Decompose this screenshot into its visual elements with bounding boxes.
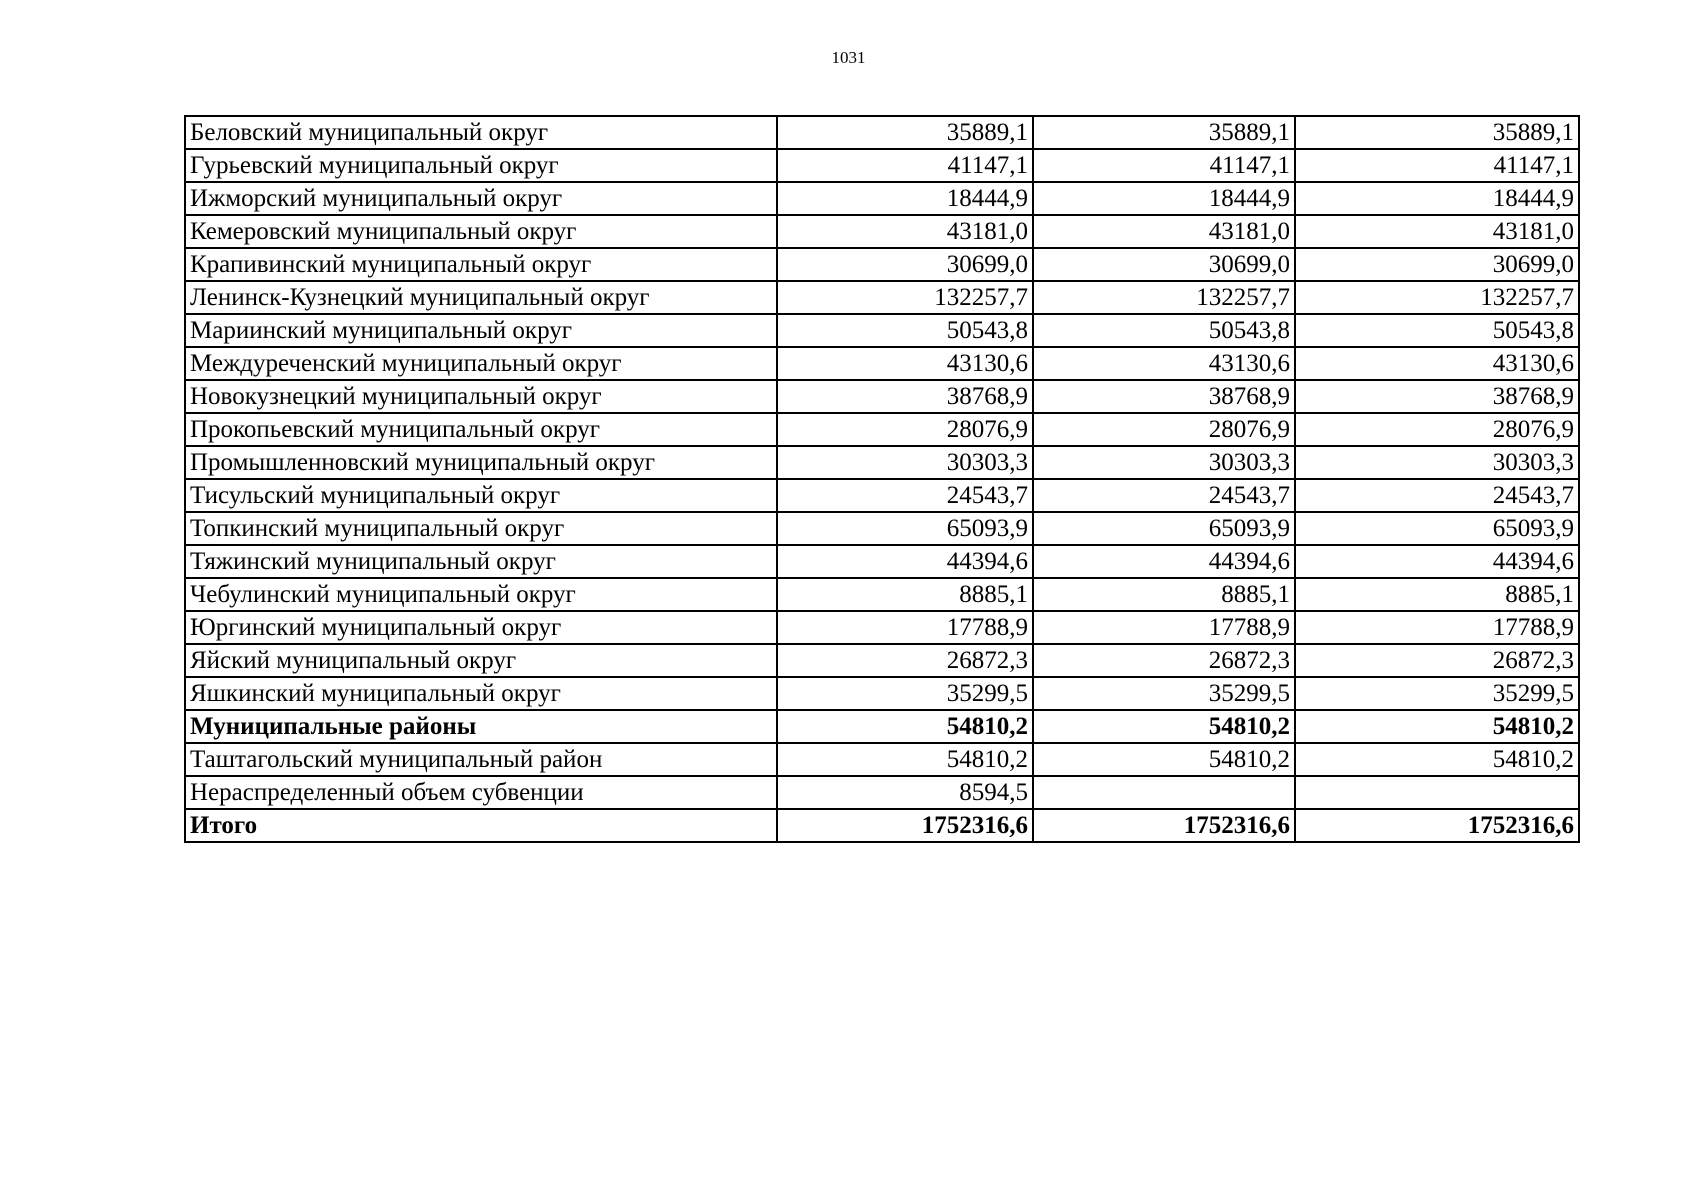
table-row: [185, 644, 1579, 677]
row-name-cell: Ленинск-Кузнецкий муниципальный округ: [185, 281, 777, 314]
value-cell-3: 43130,6: [1295, 347, 1579, 380]
row-name-cell: Тисульский муниципальный округ: [185, 479, 777, 512]
row-name-cell: Таштагольский муниципальный район: [185, 743, 777, 776]
row-name-cell: Промышленновский муниципальный округ: [185, 446, 777, 479]
value-cell-1: 54810,2: [777, 743, 1033, 776]
value-cell-1: 1752316,6: [777, 809, 1033, 842]
row-name-cell: Гурьевский муниципальный округ: [185, 149, 777, 182]
value-cell-1: 50543,8: [777, 314, 1033, 347]
row-name-cell: Чебулинский муниципальный округ: [185, 578, 777, 611]
table-row: [185, 215, 1579, 248]
value-cell-1: 41147,1: [777, 149, 1033, 182]
table-row: [185, 677, 1579, 710]
table-row: [185, 776, 1579, 809]
value-cell-2: 18444,9: [1033, 182, 1295, 215]
value-cell-3: 65093,9: [1295, 512, 1579, 545]
value-cell-3: 17788,9: [1295, 611, 1579, 644]
value-cell-3: 50543,8: [1295, 314, 1579, 347]
table-row: [185, 347, 1579, 380]
table-row: [185, 446, 1579, 479]
row-name-cell: Тяжинский муниципальный округ: [185, 545, 777, 578]
table-row: [185, 281, 1579, 314]
value-cell-3: 41147,1: [1295, 149, 1579, 182]
row-name-cell: Кемеровский муниципальный округ: [185, 215, 777, 248]
table-row: [185, 182, 1579, 215]
value-cell-2: [1033, 776, 1295, 809]
value-cell-1: 38768,9: [777, 380, 1033, 413]
value-cell-3: 18444,9: [1295, 182, 1579, 215]
row-name-cell: Муниципальные районы: [185, 710, 777, 743]
value-cell-2: 65093,9: [1033, 512, 1295, 545]
value-cell-3: 43181,0: [1295, 215, 1579, 248]
table-row: [185, 743, 1579, 776]
value-cell-1: 30699,0: [777, 248, 1033, 281]
value-cell-1: 65093,9: [777, 512, 1033, 545]
table-row: [185, 710, 1579, 743]
value-cell-2: 35889,1: [1033, 116, 1295, 149]
row-name-cell: Крапивинский муниципальный округ: [185, 248, 777, 281]
value-cell-3: 26872,3: [1295, 644, 1579, 677]
value-cell-3: 54810,2: [1295, 710, 1579, 743]
table-row: [185, 248, 1579, 281]
value-cell-3: 8885,1: [1295, 578, 1579, 611]
value-cell-2: 24543,7: [1033, 479, 1295, 512]
value-cell-2: 26872,3: [1033, 644, 1295, 677]
row-name-cell: Прокопьевский муниципальный округ: [185, 413, 777, 446]
value-cell-1: 43181,0: [777, 215, 1033, 248]
value-cell-2: 50543,8: [1033, 314, 1295, 347]
subvention-table: [184, 115, 1580, 843]
value-cell-1: 35889,1: [777, 116, 1033, 149]
row-name-cell: Новокузнецкий муниципальный округ: [185, 380, 777, 413]
value-cell-3: 35889,1: [1295, 116, 1579, 149]
table-row: [185, 512, 1579, 545]
table-row: [185, 611, 1579, 644]
table-body: [185, 116, 1579, 842]
value-cell-2: 43130,6: [1033, 347, 1295, 380]
row-name-cell: Нераспределенный объем субвенции: [185, 776, 777, 809]
value-cell-1: 132257,7: [777, 281, 1033, 314]
value-cell-1: 8885,1: [777, 578, 1033, 611]
table-row: [185, 809, 1579, 842]
value-cell-2: 38768,9: [1033, 380, 1295, 413]
table-row: [185, 149, 1579, 182]
row-name-cell: Мариинский муниципальный округ: [185, 314, 777, 347]
value-cell-1: 8594,5: [777, 776, 1033, 809]
value-cell-2: 41147,1: [1033, 149, 1295, 182]
value-cell-2: 17788,9: [1033, 611, 1295, 644]
value-cell-2: 35299,5: [1033, 677, 1295, 710]
value-cell-1: 24543,7: [777, 479, 1033, 512]
value-cell-3: 54810,2: [1295, 743, 1579, 776]
table-row: [185, 116, 1579, 149]
row-name-cell: Междуреченский муниципальный округ: [185, 347, 777, 380]
value-cell-1: 44394,6: [777, 545, 1033, 578]
value-cell-1: 18444,9: [777, 182, 1033, 215]
row-name-cell: Топкинский муниципальный округ: [185, 512, 777, 545]
table-row: [185, 479, 1579, 512]
value-cell-3: 28076,9: [1295, 413, 1579, 446]
table-row: [185, 380, 1579, 413]
table-row: [185, 545, 1579, 578]
value-cell-3: 30699,0: [1295, 248, 1579, 281]
table-row: [185, 314, 1579, 347]
value-cell-1: 30303,3: [777, 446, 1033, 479]
value-cell-2: 28076,9: [1033, 413, 1295, 446]
row-name-cell: Яйский муниципальный округ: [185, 644, 777, 677]
value-cell-2: 132257,7: [1033, 281, 1295, 314]
value-cell-1: 17788,9: [777, 611, 1033, 644]
value-cell-1: 43130,6: [777, 347, 1033, 380]
row-name-cell: Ижморский муниципальный округ: [185, 182, 777, 215]
value-cell-3: 1752316,6: [1295, 809, 1579, 842]
value-cell-3: 30303,3: [1295, 446, 1579, 479]
value-cell-1: 35299,5: [777, 677, 1033, 710]
table-row: [185, 413, 1579, 446]
value-cell-2: 1752316,6: [1033, 809, 1295, 842]
value-cell-3: 44394,6: [1295, 545, 1579, 578]
value-cell-3: 35299,5: [1295, 677, 1579, 710]
value-cell-3: 38768,9: [1295, 380, 1579, 413]
value-cell-2: 8885,1: [1033, 578, 1295, 611]
row-name-cell: Юргинский муниципальный округ: [185, 611, 777, 644]
value-cell-1: 26872,3: [777, 644, 1033, 677]
value-cell-1: 28076,9: [777, 413, 1033, 446]
row-name-cell: Беловский муниципальный округ: [185, 116, 777, 149]
value-cell-3: 24543,7: [1295, 479, 1579, 512]
value-cell-2: 30303,3: [1033, 446, 1295, 479]
value-cell-3: 132257,7: [1295, 281, 1579, 314]
table-row: [185, 578, 1579, 611]
value-cell-1: 54810,2: [777, 710, 1033, 743]
page-number: 1031: [831, 48, 866, 67]
value-cell-3: [1295, 776, 1579, 809]
value-cell-2: 54810,2: [1033, 710, 1295, 743]
value-cell-2: 30699,0: [1033, 248, 1295, 281]
value-cell-2: 54810,2: [1033, 743, 1295, 776]
row-name-cell: Итого: [185, 809, 777, 842]
value-cell-2: 43181,0: [1033, 215, 1295, 248]
row-name-cell: Яшкинский муниципальный округ: [185, 677, 777, 710]
value-cell-2: 44394,6: [1033, 545, 1295, 578]
